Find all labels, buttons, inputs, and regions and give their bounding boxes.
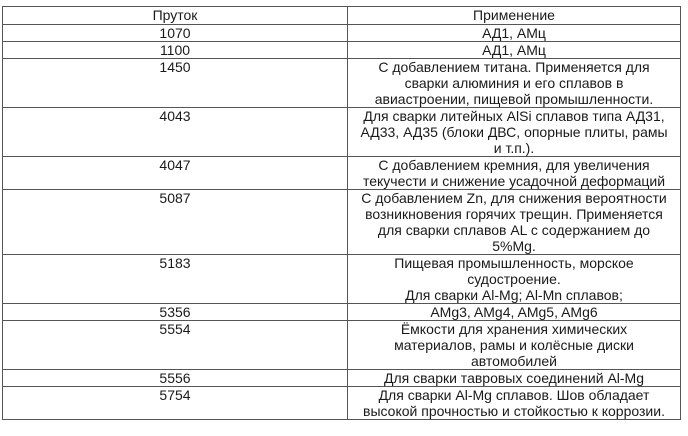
cell-usage: АД1, АМц: [348, 42, 681, 59]
filler-rod-table: [2, 6, 681, 420]
header-usage: Применение: [348, 7, 681, 25]
cell-rod: 5754: [3, 387, 348, 420]
cell-usage: AMg3, AMg4, AMg5, AMg6: [348, 304, 681, 321]
table-row: [3, 370, 681, 387]
cell-rod: 1070: [3, 25, 348, 42]
table-row: [3, 190, 681, 255]
cell-usage: С добавлением Zn, для снижения вероятности возникновения горячих трещин. Применяется для сварки сплавов AL с содержанием до 5%Mg.: [348, 190, 681, 255]
cell-rod: 5556: [3, 370, 348, 387]
table-row: [3, 42, 681, 59]
cell-rod: 4047: [3, 157, 348, 190]
header-rod: Пруток: [3, 7, 348, 25]
cell-usage: Ёмкости для хранения химических материалов, рамы и колёсные диски автомобилей: [348, 321, 681, 370]
table-row: [3, 157, 681, 190]
cell-usage: Для сварки литейных AlSi сплавов типа АД31, АД33, АД35 (блоки ДВС, опорные плиты, рамы и т.п.).: [348, 108, 681, 157]
cell-rod: 5356: [3, 304, 348, 321]
cell-usage: С добавлением титана. Применяется для сварки алюминия и его сплавов в авиастроении, пищевой промышленности.: [348, 59, 681, 108]
table-row: [3, 321, 681, 370]
table-row: [3, 255, 681, 304]
table-row: [3, 108, 681, 157]
table-row: [3, 25, 681, 42]
table-row: [3, 304, 681, 321]
cell-rod: 5087: [3, 190, 348, 255]
cell-rod: 5554: [3, 321, 348, 370]
cell-usage: Для сварки тавровых соединений Al-Mg: [348, 370, 681, 387]
table-row: [3, 59, 681, 108]
cell-rod: 1450: [3, 59, 348, 108]
cell-usage: АД1, АМц: [348, 25, 681, 42]
cell-usage: С добавлением кремния, для увеличения текучести и снижение усадочной деформаций: [348, 157, 681, 190]
cell-rod: 1100: [3, 42, 348, 59]
table-row: [3, 387, 681, 420]
cell-usage: Для сварки Al-Mg сплавов. Шов обладает высокой прочностью и стойкостью к коррозии.: [348, 387, 681, 420]
table-header-row: [3, 7, 681, 25]
cell-usage: Пищевая промышленность, морское судостроение. Для сварки Al-Mg; Al-Mn сплавов;: [348, 255, 681, 304]
cell-rod: 4043: [3, 108, 348, 157]
cell-rod: 5183: [3, 255, 348, 304]
